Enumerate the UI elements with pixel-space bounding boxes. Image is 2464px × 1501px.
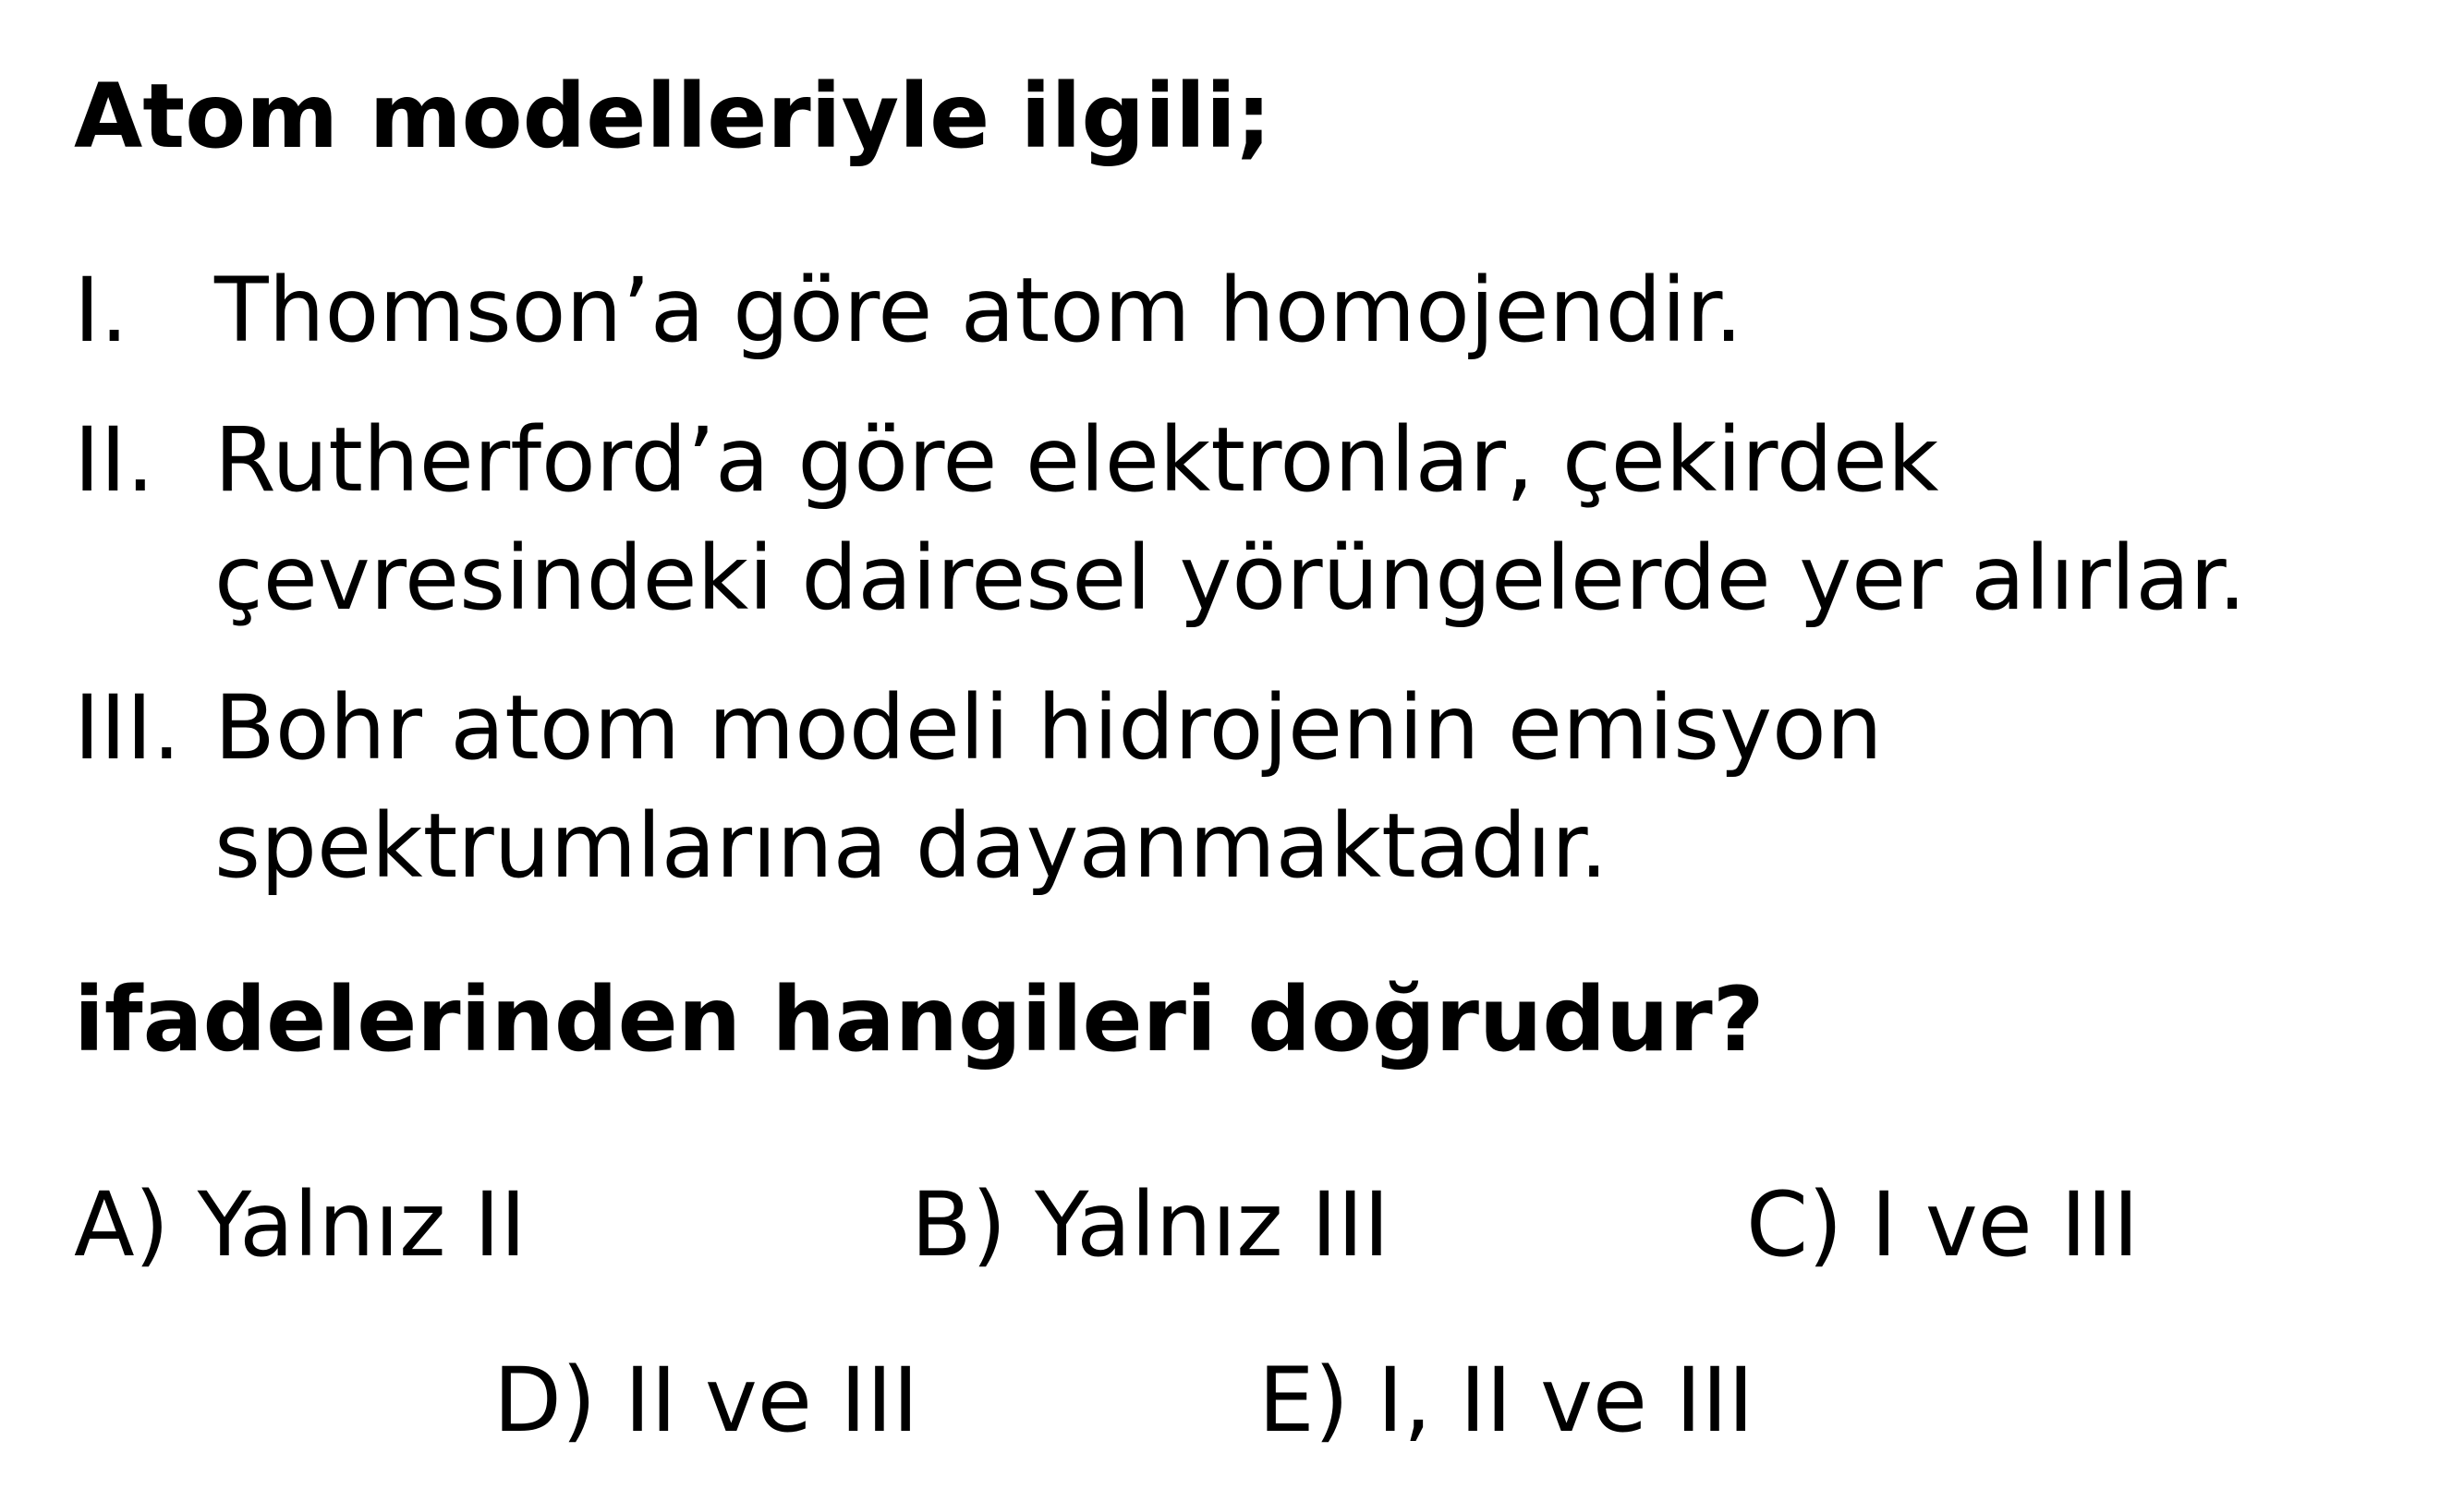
answer-option-c[interactable]: C) I ve III [1746, 1173, 2140, 1277]
answer-option-a[interactable]: A) Yalnız II [74, 1173, 527, 1277]
question-prompt: ifadelerinden hangileri doğrudur? [74, 968, 1765, 1071]
statement-numeral: II. [74, 408, 155, 512]
statement-numeral: I. [74, 259, 128, 362]
statement-line: çevresindeki dairesel yörüngelerde yer alırlar. [214, 527, 2247, 630]
statement-item [74, 669, 2432, 905]
statement-text [214, 669, 2432, 905]
answer-option-e[interactable]: E) I, II ve III [1258, 1349, 1754, 1452]
question-title: Atom modelleriyle ilgili; [74, 65, 1272, 168]
statement-text [214, 251, 2432, 369]
statement-numeral: III. [74, 676, 181, 780]
statement-item [74, 251, 2432, 369]
statement-line: Bohr atom modeli hidrojenin emisyon [214, 676, 1883, 780]
statement-item [74, 401, 2432, 637]
statement-text [214, 401, 2432, 637]
statement-line: spektrumlarına dayanmaktadır. [214, 794, 1608, 898]
answer-option-d[interactable]: D) II ve III [493, 1349, 919, 1452]
statement-line: Thomson’a göre atom homojendir. [214, 259, 1743, 362]
answer-option-b[interactable]: B) Yalnız III [911, 1173, 1390, 1277]
statement-list [74, 251, 2432, 905]
statement-line: Rutherford’a göre elektronlar, çekirdek [214, 408, 1939, 512]
